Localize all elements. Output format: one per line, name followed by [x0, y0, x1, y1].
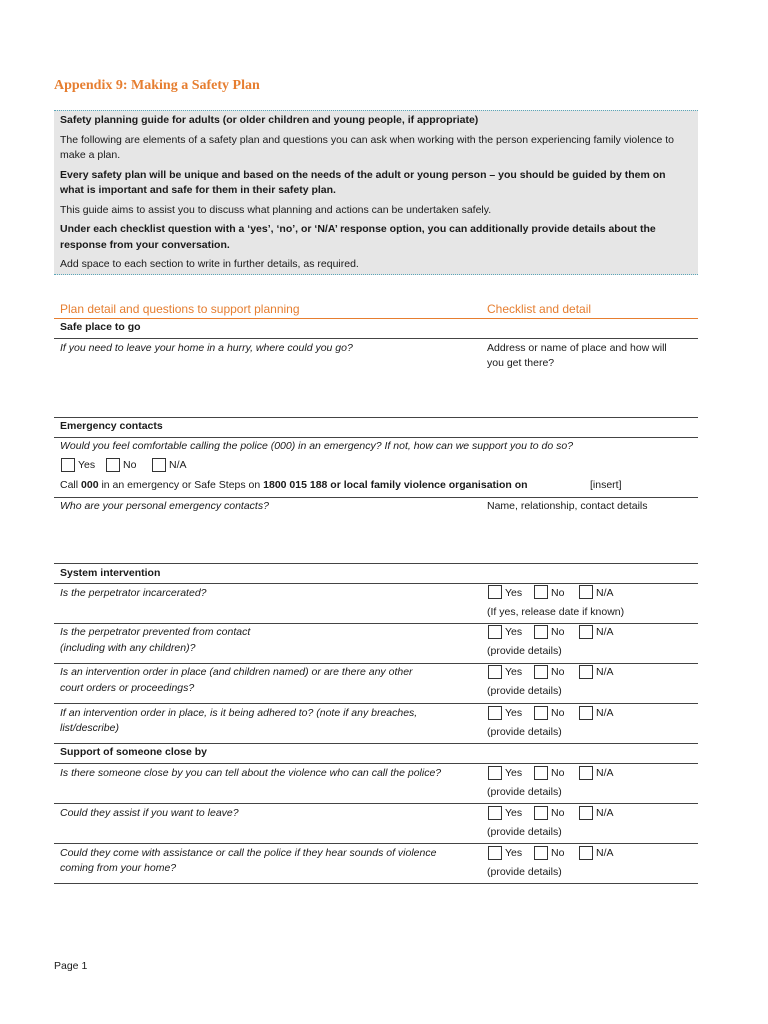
sounds-na-checkbox[interactable]: [579, 846, 593, 860]
incarcerated-yes-label: Yes: [505, 587, 523, 599]
prevented-no-checkbox[interactable]: [534, 625, 548, 639]
sounds-yes-checkbox[interactable]: [488, 846, 502, 860]
page-title: Appendix 9: Making a Safety Plan: [54, 78, 260, 93]
guide-paragraph-3: This guide aims to assist you to discuss what planning and actions can be undertaken safely.: [60, 203, 492, 216]
assist-na-label: N/A: [596, 807, 614, 819]
police-na-label: N/A: [169, 459, 187, 471]
prevented-na-label: N/A: [596, 626, 614, 638]
row-divider: [54, 563, 698, 564]
row-divider: [54, 417, 698, 418]
question-intervention-order-line-2: court orders or proceedings?: [60, 682, 195, 694]
row-divider: [54, 583, 698, 584]
question-safe-place: If you need to leave your home in a hurry, where could you go?: [60, 342, 353, 354]
assist-na-checkbox[interactable]: [579, 806, 593, 820]
question-order-adhered-line-1: If an intervention order in place, is it being adhered to? (note if any breaches,: [60, 707, 418, 719]
section-heading-safe-place: Safe place to go: [60, 321, 141, 333]
question-prevented-contact-line-1: Is the perpetrator prevented from contact: [60, 626, 251, 638]
row-divider: [54, 663, 698, 664]
column-header-right: Checklist and detail: [487, 302, 592, 316]
police-na-checkbox[interactable]: [152, 458, 166, 472]
row-divider: [54, 703, 698, 704]
question-sounds-violence-line-1: Could they come with assistance or call the police if they hear sounds of violence: [60, 847, 437, 859]
question-assist-leave: Could they assist if you want to leave?: [60, 807, 239, 819]
question-order-adhered-line-2: list/describe): [60, 722, 119, 734]
order-no-checkbox[interactable]: [534, 665, 548, 679]
section-heading-emergency: Emergency contacts: [60, 420, 163, 432]
adhered-no-label: No: [551, 707, 565, 719]
row-divider: [54, 883, 698, 884]
guide-heading: Safety planning guide for adults (or older children and young people, if appropriate): [60, 114, 479, 126]
detail-personal-contacts: Name, relationship, contact details: [487, 500, 648, 512]
sounds-na-label: N/A: [596, 847, 614, 859]
question-intervention-order-line-1: Is an intervention order in place (and children named) or are there any other: [60, 666, 413, 678]
detail-safe-place-line-2: you get there?: [487, 357, 555, 369]
guide-paragraph-5: Add space to each section to write in further details, as required.: [60, 258, 359, 270]
sounds-no-checkbox[interactable]: [534, 846, 548, 860]
police-no-label: No: [123, 459, 137, 471]
prevented-yes-checkbox[interactable]: [488, 625, 502, 639]
row-divider: [54, 338, 698, 339]
order-yes-checkbox[interactable]: [488, 665, 502, 679]
order-no-label: No: [551, 666, 565, 678]
guide-paragraph-1: The following are elements of a safety plan and questions you can ask when working with the person experiencing family violence to make a plan.: [60, 133, 675, 161]
call-text-c: in an emergency or Safe Steps on: [98, 479, 264, 491]
emergency-call-text: [60, 478, 528, 493]
assist-yes-label: Yes: [505, 807, 523, 819]
column-header-left: Plan detail and questions to support planning: [60, 302, 300, 316]
question-police: Would you feel comfortable calling the police (000) in an emergency? If not, how can we support you to do so?: [60, 440, 574, 452]
close-no-label: No: [551, 767, 565, 779]
row-divider: [54, 803, 698, 804]
assist-yes-checkbox[interactable]: [488, 806, 502, 820]
assist-no-label: No: [551, 807, 565, 819]
question-someone-close: Is there someone close by you can tell about the violence who can call the police?: [60, 767, 442, 779]
guide-paragraph-4: Under each checklist question with a ‘yes’, ‘no’, or ‘N/A’ response option, you can additionally provide details about the response from your conversation.: [60, 223, 656, 251]
section-heading-support: Support of someone close by: [60, 746, 208, 758]
guide-box: [54, 110, 698, 275]
assist-no-checkbox[interactable]: [534, 806, 548, 820]
section-heading-system: System intervention: [60, 567, 161, 579]
row-divider: [54, 743, 698, 744]
close-yes-checkbox[interactable]: [488, 766, 502, 780]
question-incarcerated: Is the perpetrator incarcerated?: [60, 587, 207, 599]
adhered-na-label: N/A: [596, 707, 614, 719]
adhered-yes-label: Yes: [505, 707, 523, 719]
incarcerated-no-checkbox[interactable]: [534, 585, 548, 599]
question-sounds-violence-line-2: coming from your home?: [60, 862, 177, 874]
detail-provide-details: (provide details): [487, 786, 562, 798]
row-divider: [54, 843, 698, 844]
detail-provide-details: (provide details): [487, 685, 562, 697]
detail-release-date: (If yes, release date if known): [487, 606, 625, 618]
close-yes-label: Yes: [505, 767, 523, 779]
guide-paragraph-2: Every safety plan will be unique and based on the needs of the adult or young person – you should be guided by them on what is important and safe for them in their safety plan.: [60, 168, 666, 196]
prevented-no-label: No: [551, 626, 565, 638]
call-text-000: 000: [81, 479, 99, 491]
close-na-label: N/A: [596, 767, 614, 779]
detail-safe-place-line-1: Address or name of place and how will: [487, 342, 667, 354]
call-text-number: 1800 015 188 or local family violence organisation on: [263, 479, 528, 491]
incarcerated-yes-checkbox[interactable]: [488, 585, 502, 599]
sounds-no-label: No: [551, 847, 565, 859]
adhered-no-checkbox[interactable]: [534, 706, 548, 720]
police-no-checkbox[interactable]: [106, 458, 120, 472]
sounds-yes-label: Yes: [505, 847, 523, 859]
prevented-na-checkbox[interactable]: [579, 625, 593, 639]
incarcerated-na-checkbox[interactable]: [579, 585, 593, 599]
call-text-a: Call: [60, 479, 82, 491]
incarcerated-no-label: No: [551, 587, 565, 599]
page-number: Page 1: [54, 960, 88, 972]
order-yes-label: Yes: [505, 666, 523, 678]
prevented-yes-label: Yes: [505, 626, 523, 638]
close-no-checkbox[interactable]: [534, 766, 548, 780]
insert-placeholder: [insert]: [590, 479, 622, 491]
close-na-checkbox[interactable]: [579, 766, 593, 780]
detail-provide-details: (provide details): [487, 645, 562, 657]
row-divider: [54, 497, 698, 498]
police-yes-label: Yes: [78, 459, 96, 471]
detail-provide-details: (provide details): [487, 866, 562, 878]
row-divider: [54, 623, 698, 624]
row-divider: [54, 763, 698, 764]
incarcerated-na-label: N/A: [596, 587, 614, 599]
detail-provide-details: (provide details): [487, 826, 562, 838]
order-na-checkbox[interactable]: [579, 665, 593, 679]
question-prevented-contact-line-2: (including with any children)?: [60, 642, 196, 654]
police-yes-checkbox[interactable]: [61, 458, 75, 472]
header-divider: [54, 318, 698, 319]
detail-provide-details: (provide details): [487, 726, 562, 738]
adhered-na-checkbox[interactable]: [579, 706, 593, 720]
row-divider: [54, 437, 698, 438]
question-personal-contacts: Who are your personal emergency contacts?: [60, 500, 269, 512]
adhered-yes-checkbox[interactable]: [488, 706, 502, 720]
order-na-label: N/A: [596, 666, 614, 678]
